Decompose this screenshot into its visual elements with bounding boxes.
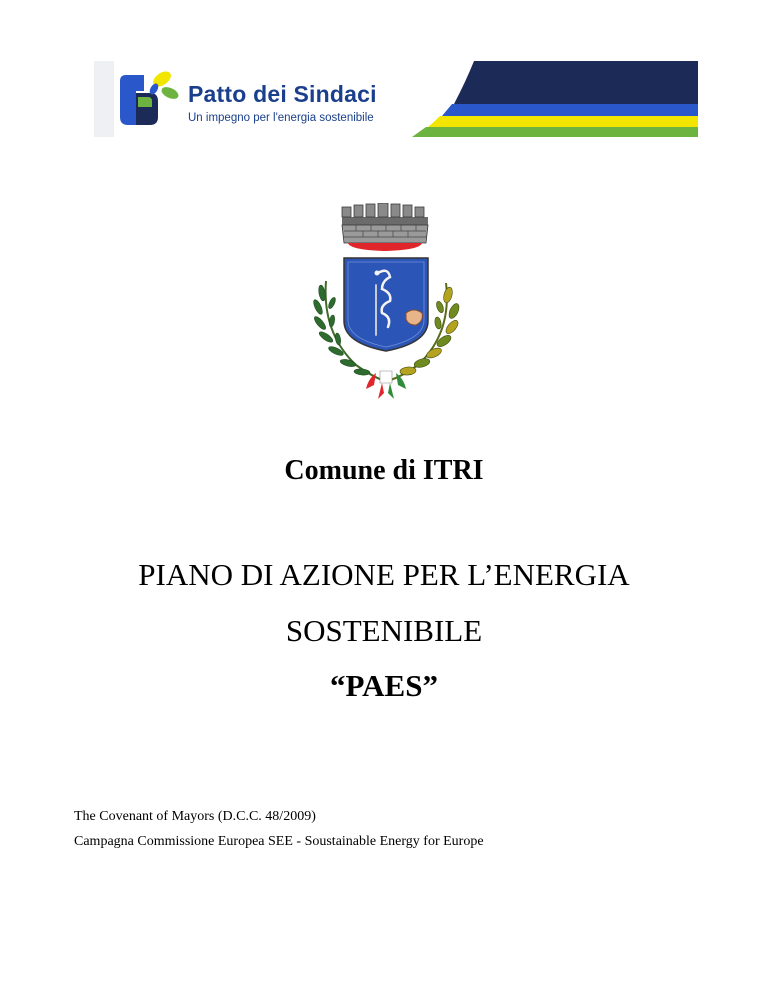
document-title-line-2: SOSTENIBILE: [285, 613, 483, 648]
banner-subtitle: Un impegno per l'energia sostenibile: [188, 112, 374, 124]
crown-icon: [342, 203, 428, 251]
banner-stripes: [94, 61, 698, 137]
document-acronym: “PAES”: [330, 668, 438, 703]
municipality-name: Comune di ITRI: [284, 455, 484, 486]
footer-campaign: Campagna Commissione Europea SEE - Soustainable Energy for Europe: [74, 834, 484, 849]
hand-icon: [406, 310, 422, 325]
patto-logo-icon: [114, 69, 184, 131]
coat-of-arms-icon: [296, 203, 474, 403]
banner-title: Patto dei Sindaci: [188, 81, 377, 107]
document-title-line-1: PIANO DI AZIONE PER L’ENERGIA: [138, 557, 630, 592]
patto-dei-sindaci-banner: [94, 61, 698, 137]
footer-covenant: The Covenant of Mayors (D.C.C. 48/2009): [74, 809, 316, 824]
